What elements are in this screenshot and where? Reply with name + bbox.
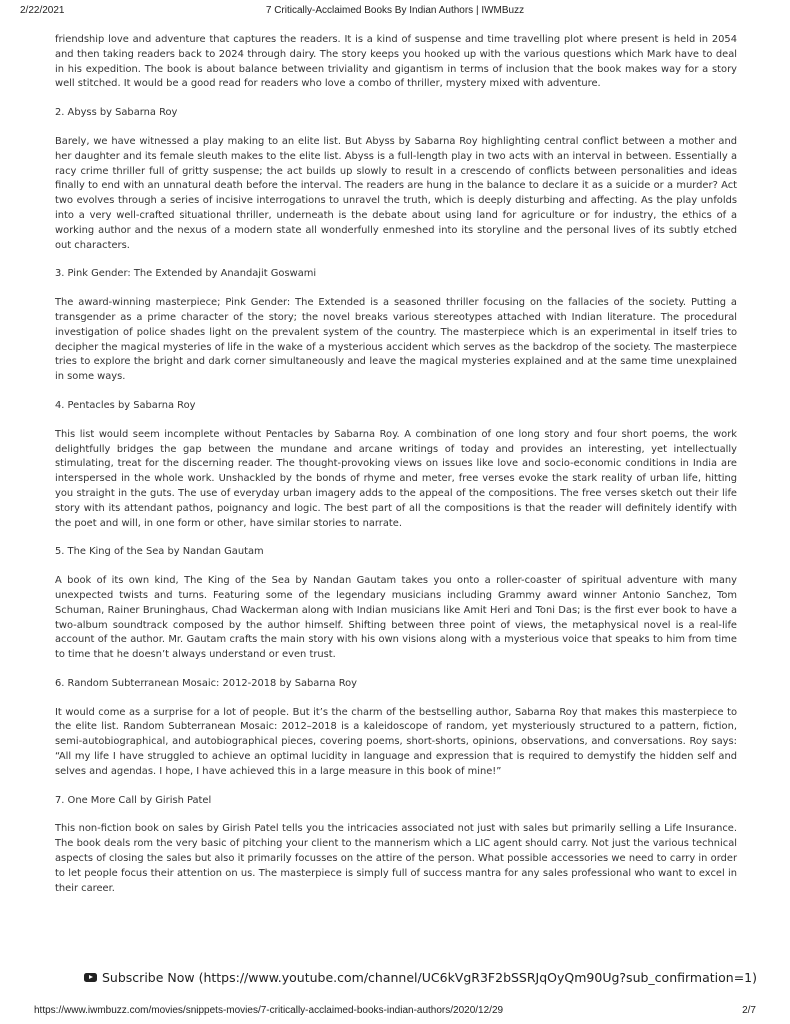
book-title-5: 5. The King of the Sea by Nandan Gautam xyxy=(55,546,264,558)
book-title-3: 3. Pink Gender: The Extended by Anandajit Goswami xyxy=(55,268,317,280)
book-title-6: 6. Random Subterranean Mosaic: 2012-2018 by Sabarna Roy xyxy=(55,677,357,689)
print-date: 2/22/2021 xyxy=(20,5,65,16)
book-description-5: A book of its own kind, The King of the Sea by Nandan Gautam takes you onto a roller-coaster of spiritual adventure with many unexpected twists and turns. Featuring some of the legendary musicians including Grammy award winner Antonio Sanchez, Tom Schuman, Rainer Bruninghaus, Chad Wackerman along with Indian musicians like Amit Heri and Toni Das; is the first ever book to have a two-album soundtrack composed by the author himself. Shifting between three point of views, the metaphysical novel is a real-life account of the author. Mr. Gautam crafts the main story with his own visions along with a mysterious voice that speaks to him from time to time that he doesn’t always understand or even trust. xyxy=(55,575,737,661)
book-description-6: It would come as a surprise for a lot of people. But it’s the charm of the bestselling author, Sabarna Roy that makes this masterpiece to the elite list. Random Subterranean Mosaic: 2012–2018 is a kaleidoscope of random, yet mysteriously structured to a pattern, fiction, semi-autobiographical, and autobiographical pieces, covering poems, short-shorts, opinions, observations, and conversations. Roy says: “All my life I have struggled to achieve an optimal lucidity in language and expression that is required to demystify the hidden self and selves and agendas. I hope, I have achieved this in a large measure in this book of mine!” xyxy=(55,706,737,777)
book-description-3: The award-winning masterpiece; Pink Gender: The Extended is a seasoned thriller focusing on the fallacies of the society. Putting a transgender as a prime character of the story; the novel breaks various stereotypes attached with Indian literature. The procedural investigation of police shades light on the prevalent system of the country. The masterpiece which is an experimental in itself tries to decipher the magical mysteries of life in the wake of a mysterious accident which serves as the backdrop of the society. The masterpiece tries to explore the bright and dark corner simultaneously and leave the magical mysteries explained and at the same time unexplained in some ways. xyxy=(55,297,737,383)
print-footer xyxy=(20,1005,770,1019)
book-description-4: This list would seem incomplete without Pentacles by Sabarna Roy. A combination of one long story and four short poems, the work delightfully bridges the gap between the mundane and arcane writings of today and provides an interesting, yet intellectually stimulating, treat for the discerning reader. The thought-provoking views on issues like love and socio-economic conditions in India are interspersed in the whole work. Unshackled by the bonds of rhyme and meter, free verses evoke the stark reality of urban life, hitting you straight in the guts. The use of everyday urban imagery adds to the appeal of the compositions. The free verses sketch out their life story with its attendant pathos, poignancy and logic. The best part of all the compositions is that the reader will definitely identify with the poet and will, in one form or other, have similar stories to narrate. xyxy=(55,428,737,529)
book-description-2: Barely, we have witnessed a play making to an elite list. But Abyss by Sabarna Roy highlighting central conflict between a mother and her daughter and its female sleuth makes to the elite list. Abyss is a full-length play in two acts with an interval in between. Essentially a racy crime thriller full of gritty suspense; the act builds up slowly to result in a crescendo of conflicts between personalities and ideas finally to end with an unnatural death before the interval. The readers are hung in the balance to declare it as a suicide or a murder? Act two evolves through a series of incisive interrogations to unravel the truth, which is deeply disturbing and affecting. As the play unfolds into a very well-crafted situational thriller, underneath is the debate about using land for agriculture or for industry, the ethics of a working author and the nexus of a modern state all wonderfully enmeshed into its storyline and the personal lives of its subtly etched out characters. xyxy=(55,135,737,251)
intro-continuation: friendship love and adventure that captures the readers. It is a kind of suspense and time travelling plot where present is held in 2054 and then taking readers back to 2024 through dairy. The story keeps you hooked up with the various questions which Mark have to deal in his expedition. The book is about balance between triviality and gigantism in terms of inclusion that the book makes way for a story well stitched. It would be a good read for readers who love a combo of thriller, mystery mixed with adventure. xyxy=(55,34,737,90)
book-title-2: 2. Abyss by Sabarna Roy xyxy=(55,107,178,119)
print-page-title: 7 Critically-Acclaimed Books By Indian Authors | IWMBuzz xyxy=(265,5,525,16)
youtube-icon xyxy=(84,973,97,982)
print-header xyxy=(20,5,770,21)
print-url: https://www.iwmbuzz.com/movies/snippets-movies/7-critically-acclaimed-books-indian-authors/2020/12/29 xyxy=(34,1005,504,1016)
subscribe-text[interactable]: Subscribe Now (https://www.youtube.com/channel/UC6kVgR3F2bSSRJqOyQm90Ug?sub_confirmation=1) xyxy=(102,970,757,985)
book-title-7: 7. One More Call by Girish Patel xyxy=(55,794,212,806)
subscribe-link[interactable] xyxy=(84,970,757,985)
article-body xyxy=(55,33,737,896)
page-number: 2/7 xyxy=(742,1005,756,1016)
book-description-7: This non-fiction book on sales by Girish Patel tells you the intricacies associated not just with sales but primarily selling a Life Insurance. The book deals rom the very basic of pitching your client to the mannerism which a LIC agent should carry. Not just the various technical aspects of closing the sales but also it primarily focusses on the attire of the person. What possible accessories we need to carry in order to let people focus their attention on us. The masterpiece is simply full of success mantra for any sales professional who want to excel in their career. xyxy=(55,823,737,894)
book-title-4: 4. Pentacles by Sabarna Roy xyxy=(55,399,196,411)
